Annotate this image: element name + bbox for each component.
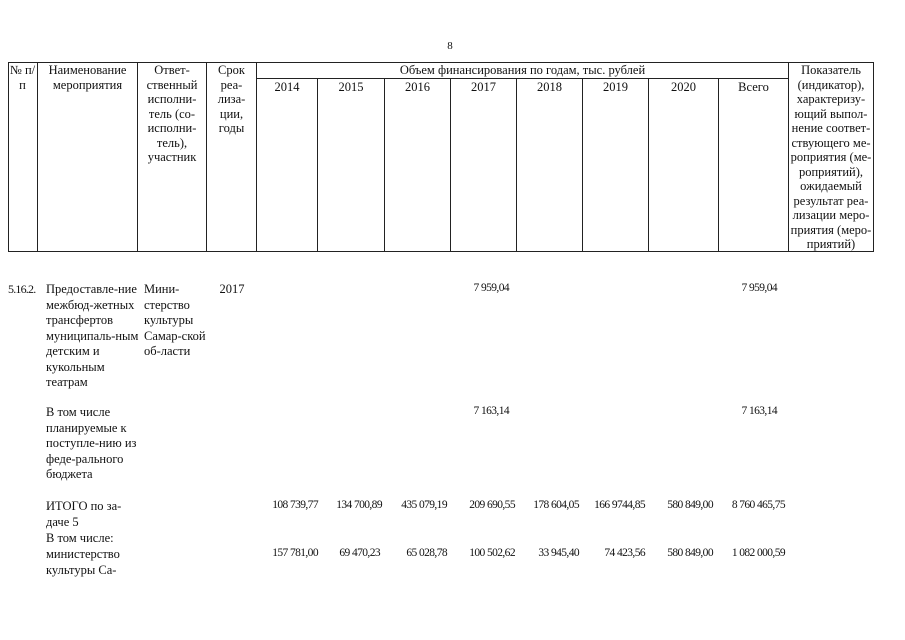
header-col-indicator: Показатель (индикатор), характеризу-ющий выпол-нение соответ-ствующего ме-роприятия (ме-роприятий), ожидаемый результат реа-лизации меро-приятия (меро-приятий) (789, 62, 874, 252)
header-year-2020: 2020 (649, 79, 719, 252)
total-2019: 166 9744,85 (594, 499, 645, 511)
row-2017-value: 7 959,04 (473, 282, 509, 294)
row-total-value: 7 959,04 (741, 282, 777, 294)
row-term: 2017 (219, 282, 245, 296)
header-year-2018: 2018 (517, 79, 583, 252)
in-that-label: В том числе: (46, 531, 114, 545)
total-2017: 209 690,55 (469, 499, 515, 511)
header-col-name: Наименование мероприятия (38, 62, 138, 252)
header-year-2016: 2016 (385, 79, 451, 252)
header-col-number: № п/п (8, 62, 38, 252)
ministry-2016: 65 028,78 (406, 547, 447, 559)
row-name: Предоставле-ние межбюд-жетных трансфертов муниципаль-ным детским и кукольным театрам (46, 282, 139, 389)
ministry-row-name: министерство культуры Са- (46, 547, 120, 577)
ministry-2014: 157 781,00 (272, 547, 318, 559)
total-all: 8 760 465,75 (731, 499, 785, 511)
total-row-name: ИТОГО по за-даче 5 (46, 499, 122, 529)
header-year-2014: 2014 (257, 79, 318, 252)
row-number: 5.16.2. (8, 282, 36, 296)
ministry-2017: 100 502,62 (469, 547, 515, 559)
header-col-funding: Объем финансирования по годам, тыс. рублей (257, 62, 789, 79)
ministry-2020: 580 849,00 (667, 547, 713, 559)
ministry-2019: 74 423,56 (604, 547, 645, 559)
header-year-2015: 2015 (318, 79, 385, 252)
federal-2017-value: 7 163,14 (473, 405, 509, 417)
federal-total-value: 7 163,14 (741, 405, 777, 417)
ministry-2018: 33 945,40 (538, 547, 579, 559)
header-total: Всего (719, 79, 789, 252)
total-2016: 435 079,19 (401, 499, 447, 511)
ministry-total: 1 082 000,59 (731, 547, 785, 559)
total-2015: 134 700,89 (336, 499, 382, 511)
total-2018: 178 604,05 (533, 499, 579, 511)
page-number: 8 (447, 40, 453, 52)
total-2014: 108 739,77 (272, 499, 318, 511)
ministry-2015: 69 470,23 (339, 547, 380, 559)
header-col-term: Срок реа-лиза-ции, годы (207, 62, 257, 252)
row-executor: Мини-стерство культуры Самар-ской об-ласти (144, 282, 206, 358)
header-year-2019: 2019 (583, 79, 649, 252)
header-col-executor: Ответ-ственный исполни-тель (со-исполни-тель), участник (138, 62, 207, 252)
header-year-2017: 2017 (451, 79, 517, 252)
federal-row-name: В том числе планируемые к поступле-нию из феде-рального бюджета (46, 405, 137, 481)
total-2020: 580 849,00 (667, 499, 713, 511)
